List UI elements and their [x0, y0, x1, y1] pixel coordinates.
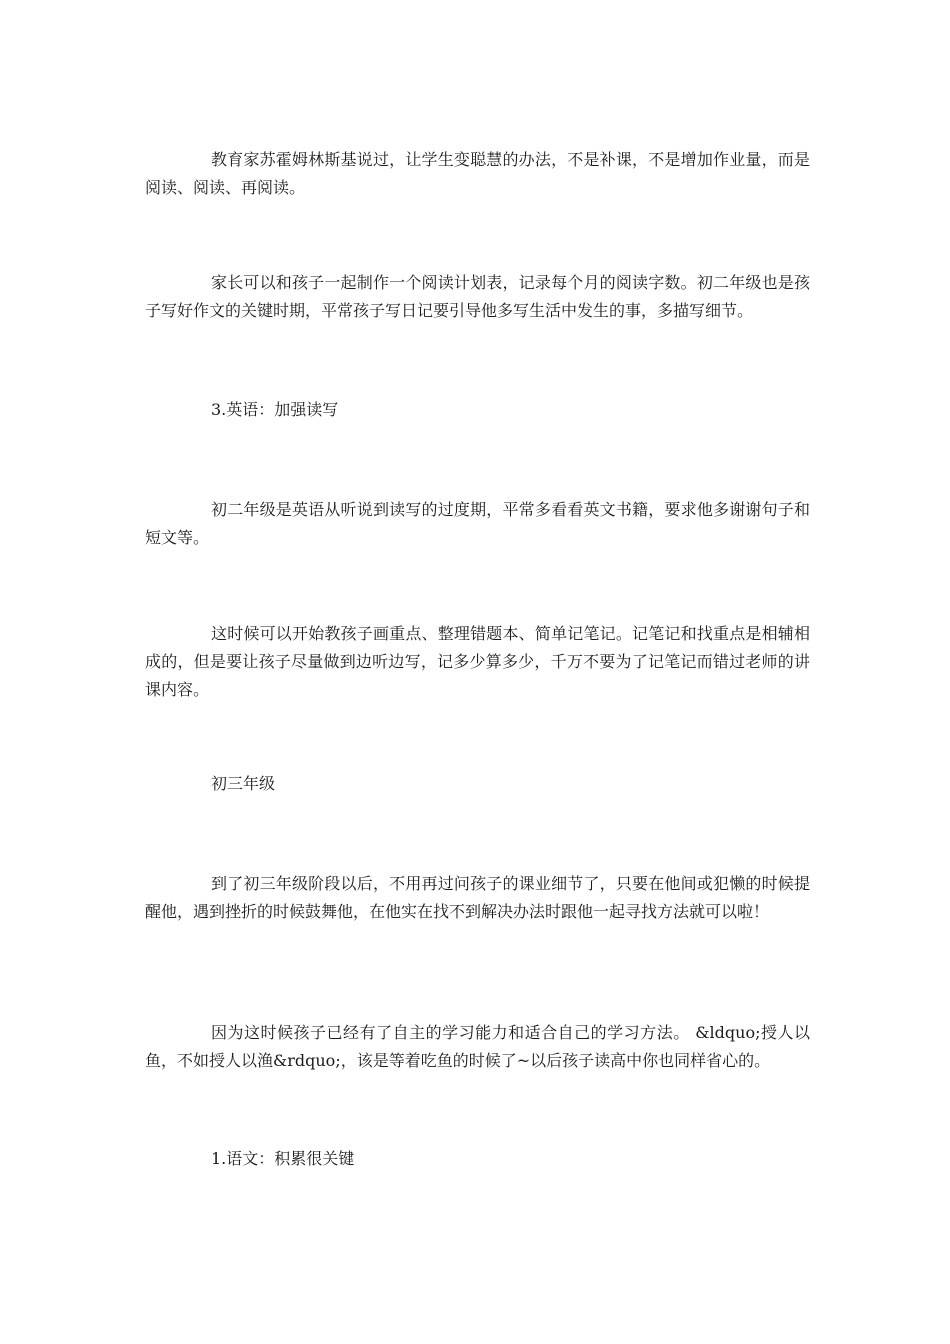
heading-grade-three: 初三年级 [211, 774, 276, 793]
paragraph-note-taking: 这时候可以开始教孩子画重点、整理错题本、简单记笔记。记笔记和找重点是相辅相成的，但是要让孩子尽量做到边听边写，记多少算多少，千万不要为了记笔记而错过老师的讲课内容。 [145, 624, 810, 699]
paragraph-grade-three-guidance: 到了初三年级阶段以后，不用再过问孩子的课业细节了，只要在他间或犯懒的时候提醒他，遇到挫折的时候鼓舞他，在他实在找不到解决办法时跟他一起寻找方法就可以啦！ [145, 874, 810, 921]
heading-english: 3.英语：加强读写 [211, 400, 339, 419]
paragraph-reading-plan: 家长可以和孩子一起制作一个阅读计划表，记录每个月的阅读字数。初二年级也是孩子写好作文的关键时期，平常孩子写日记要引导他多写生活中发生的事，多描写细节。 [145, 273, 810, 320]
heading-chinese: 1.语文：积累很关键 [211, 1149, 355, 1168]
paragraph-reading-advice: 教育家苏霍姆林斯基说过，让学生变聪慧的办法，不是补课，不是增加作业量，而是阅读、阅读、再阅读。 [145, 150, 810, 197]
paragraph-english-transition: 初二年级是英语从听说到读写的过度期，平常多看看英文书籍，要求他多谢谢句子和短文等。 [145, 500, 810, 547]
paragraph-self-learning: 因为这时候孩子已经有了自主的学习能力和适合自己的学习方法。 &ldquo;授人以鱼，不如授人以渔&rdquo;，该是等着吃鱼的时候了~以后孩子读高中你也同样省心的。 [145, 1023, 810, 1070]
